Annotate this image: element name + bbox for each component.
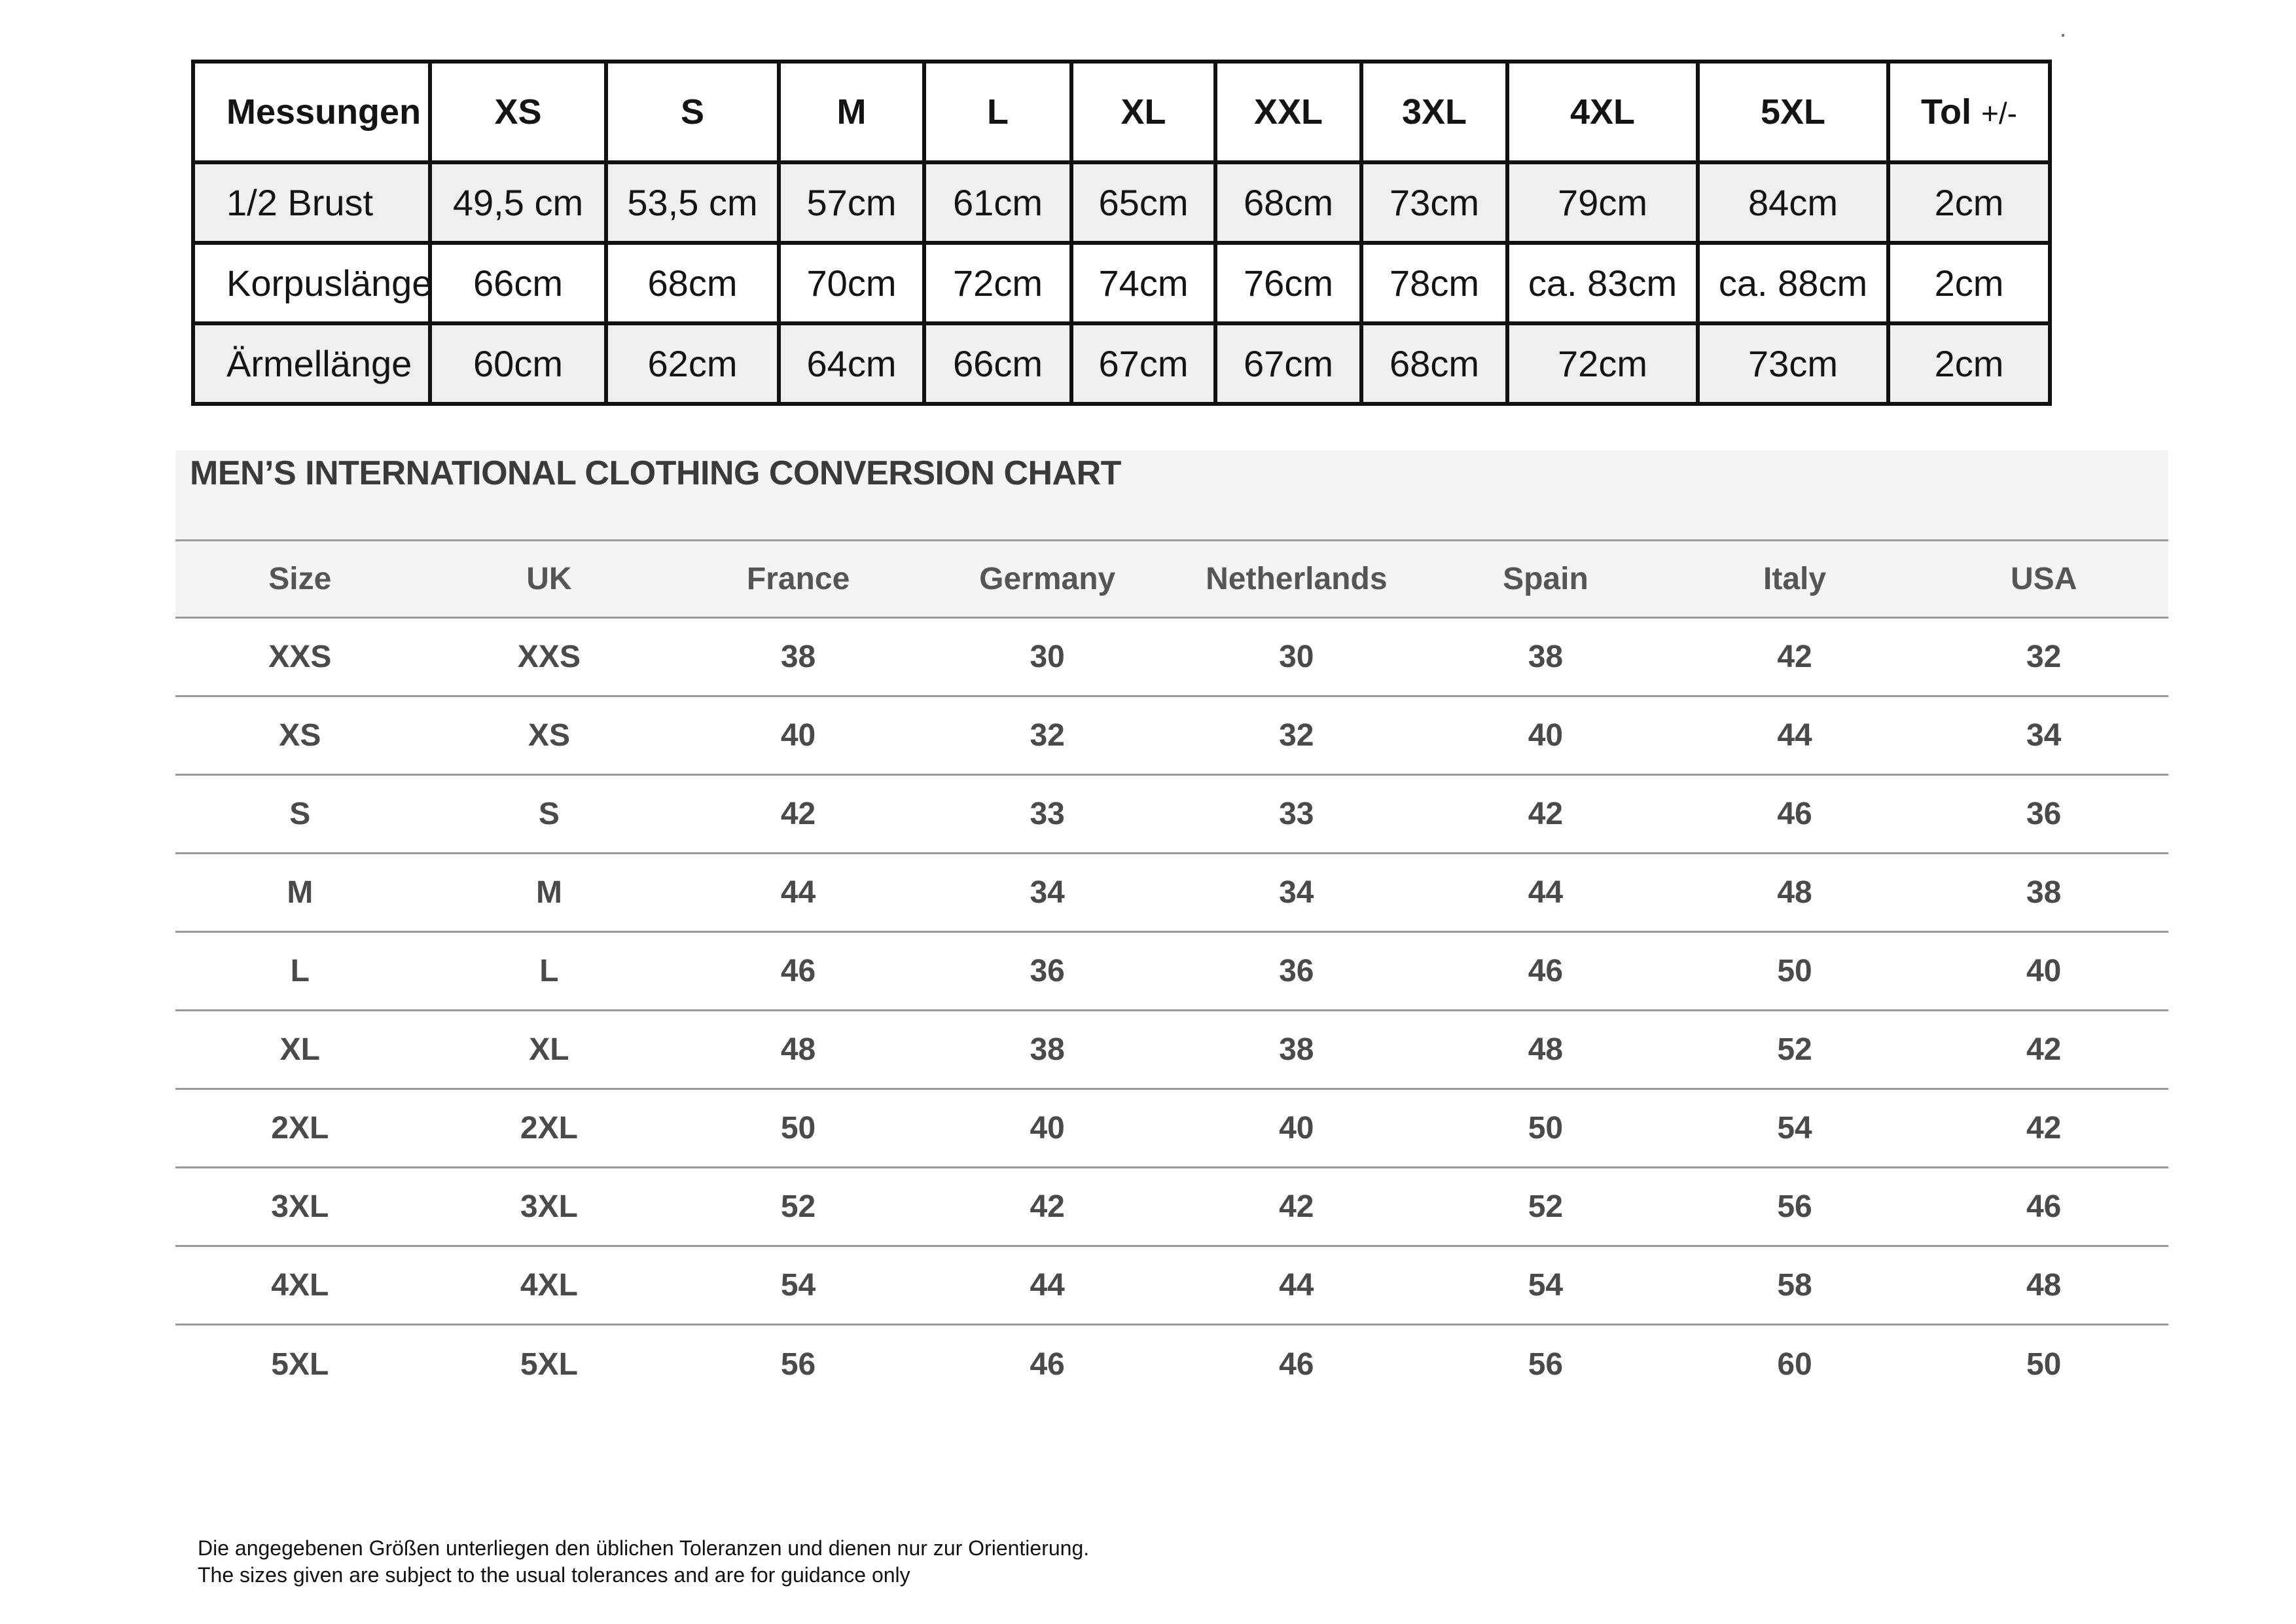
conversion-cell: 56 <box>1528 1346 1564 1382</box>
conversion-cell: 32 <box>1919 618 2168 696</box>
conversion-cell: 50 <box>2026 1346 2062 1382</box>
conversion-cell: 50 <box>1670 932 1920 1011</box>
conversion-cell: XS <box>425 696 674 775</box>
conversion-cell: 36 <box>923 932 1172 1011</box>
conversion-cell: XXS <box>425 618 674 696</box>
measurement-value: 64cm <box>779 323 924 404</box>
conversion-cell: 44 <box>1421 854 1670 932</box>
tolerance-unit: +/- <box>1981 96 2017 130</box>
measurement-value: 67cm <box>1071 323 1215 404</box>
measurements-header-cell: XL <box>1071 62 1215 162</box>
measurement-value: 49,5 cm <box>430 162 606 243</box>
measurement-value: ca. 83cm <box>1507 243 1698 323</box>
measurements-header-cell: 5XL <box>1698 62 1888 162</box>
conversion-cell: XXS <box>175 618 425 696</box>
measurement-value: 66cm <box>924 323 1071 404</box>
conversion-cell: 60 <box>1777 1346 1812 1382</box>
corner-dot <box>2062 34 2064 37</box>
measurement-value: 2cm <box>1888 243 2050 323</box>
conversion-row <box>175 1168 2168 1246</box>
conversion-cell: 30 <box>1172 618 1422 696</box>
conversion-cell: 40 <box>923 1089 1172 1168</box>
measurement-label: 1/2 Brust <box>193 162 430 243</box>
conversion-cell: 44 <box>673 854 923 932</box>
measurements-header-row <box>193 62 2050 162</box>
conversion-header-cell: UK <box>425 541 674 618</box>
measurement-value: 74cm <box>1071 243 1215 323</box>
conversion-cell: 54 <box>1421 1246 1670 1325</box>
conversion-cell: 34 <box>923 854 1172 932</box>
conversion-cell: 38 <box>673 618 923 696</box>
tolerance-label: Tol <box>1921 92 1971 132</box>
conversion-row <box>175 1089 2168 1168</box>
measurement-value: 72cm <box>924 243 1071 323</box>
conversion-cell: 40 <box>1919 932 2168 1011</box>
conversion-header-cell: Spain <box>1421 541 1670 618</box>
conversion-table <box>175 539 2168 1403</box>
conversion-cell: 42 <box>1421 775 1670 854</box>
conversion-header-cell: Germany <box>923 541 1172 618</box>
measurements-header-cell: S <box>606 62 779 162</box>
conversion-cell: 40 <box>673 696 923 775</box>
conversion-header-cell: Size <box>175 541 425 618</box>
conversion-cell: 44 <box>1670 696 1920 775</box>
measurement-value: 67cm <box>1215 323 1361 404</box>
measurement-value: 57cm <box>779 162 924 243</box>
measurement-value: 78cm <box>1361 243 1507 323</box>
measurement-value: 79cm <box>1507 162 1698 243</box>
conversion-cell: 48 <box>1421 1011 1670 1089</box>
conversion-header-cell: France <box>673 541 923 618</box>
conversion-cell: 46 <box>1670 775 1920 854</box>
conversion-cell: 33 <box>923 775 1172 854</box>
measurement-value: 84cm <box>1698 162 1888 243</box>
conversion-cell: 38 <box>923 1011 1172 1089</box>
measurements-header-cell: 4XL <box>1507 62 1698 162</box>
conversion-cell: 2XL <box>175 1089 425 1168</box>
conversion-header-cell: Italy <box>1670 541 1920 618</box>
conversion-cell: 34 <box>1919 696 2168 775</box>
measurements-row <box>193 243 2050 323</box>
conversion-cell: 30 <box>923 618 1172 696</box>
conversion-cell: XL <box>425 1011 674 1089</box>
conversion-cell: 46 <box>1919 1168 2168 1246</box>
measurement-value: 61cm <box>924 162 1071 243</box>
conversion-cell: 46 <box>1421 932 1670 1011</box>
conversion-cell: 58 <box>1670 1246 1920 1325</box>
conversion-cell: 52 <box>673 1168 923 1246</box>
conversion-cell: 5XL <box>271 1346 329 1382</box>
conversion-cell: 50 <box>673 1089 923 1168</box>
conversion-cell: XL <box>175 1011 425 1089</box>
conversion-cell: 5XL <box>520 1346 578 1382</box>
conversion-cell: 38 <box>1919 854 2168 932</box>
measurement-value: ca. 88cm <box>1698 243 1888 323</box>
measurements-header-cell: L <box>924 62 1071 162</box>
conversion-cell: 3XL <box>425 1168 674 1246</box>
conversion-cell: 38 <box>1172 1011 1422 1089</box>
measurement-value: 53,5 cm <box>606 162 779 243</box>
tolerance-header-cell <box>1888 62 2050 162</box>
conversion-cell: 40 <box>1172 1089 1422 1168</box>
measurements-header-cell: 3XL <box>1361 62 1507 162</box>
note-english: The sizes given are subject to the usual tolerances and are for guidance only <box>198 1563 910 1587</box>
conversion-row <box>175 1325 2168 1403</box>
conversion-row <box>175 1246 2168 1325</box>
note-german: Die angegebenen Größen unterliegen den üblichen Toleranzen und dienen nur zur Orientierung. <box>198 1536 1090 1560</box>
measurement-value: 73cm <box>1698 323 1888 404</box>
conversion-row <box>175 932 2168 1011</box>
measurements-header-cell: Messungen <box>193 62 430 162</box>
conversion-cell: 42 <box>1919 1089 2168 1168</box>
conversion-cell: 46 <box>1030 1346 1065 1382</box>
measurements-row <box>193 323 2050 404</box>
conversion-cell: 32 <box>923 696 1172 775</box>
conversion-cell: 36 <box>1919 775 2168 854</box>
measurement-value: 73cm <box>1361 162 1507 243</box>
conversion-cell: 48 <box>673 1011 923 1089</box>
conversion-cell: 33 <box>1172 775 1422 854</box>
conversion-row <box>175 696 2168 775</box>
conversion-cell: 32 <box>1172 696 1422 775</box>
conversion-cell: 48 <box>1670 854 1920 932</box>
conversion-cell: 56 <box>780 1346 816 1382</box>
conversion-cell: 3XL <box>175 1168 425 1246</box>
conversion-header-row <box>175 541 2168 618</box>
conversion-cell: M <box>175 854 425 932</box>
conversion-header-cell: USA <box>1919 541 2168 618</box>
measurement-value: 68cm <box>606 243 779 323</box>
measurements-header-cell: M <box>779 62 924 162</box>
conversion-cell: 50 <box>1421 1089 1670 1168</box>
conversion-cell: 40 <box>1421 696 1670 775</box>
conversion-cell: L <box>175 932 425 1011</box>
conversion-cell: 42 <box>1172 1168 1422 1246</box>
conversion-cell: XS <box>175 696 425 775</box>
conversion-cell: 48 <box>1919 1246 2168 1325</box>
conversion-cell: M <box>425 854 674 932</box>
measurements-header-cell: XXL <box>1215 62 1361 162</box>
measurement-value: 70cm <box>779 243 924 323</box>
conversion-cell: S <box>425 775 674 854</box>
measurement-value: 68cm <box>1361 323 1507 404</box>
conversion-cell: L <box>425 932 674 1011</box>
conversion-cell: 54 <box>1670 1089 1920 1168</box>
measurement-label: Ärmellänge <box>193 323 430 404</box>
conversion-cell: 2XL <box>425 1089 674 1168</box>
conversion-cell: 4XL <box>425 1246 674 1325</box>
conversion-cell: 4XL <box>175 1246 425 1325</box>
conversion-header-cell: Netherlands <box>1172 541 1422 618</box>
conversion-row <box>175 1011 2168 1089</box>
measurements-header-cell: XS <box>430 62 606 162</box>
conversion-row <box>175 854 2168 932</box>
conversion-cell: 36 <box>1172 932 1422 1011</box>
measurement-value: 60cm <box>430 323 606 404</box>
conversion-cell: 56 <box>1670 1168 1920 1246</box>
measurement-value: 2cm <box>1888 323 2050 404</box>
measurement-value: 62cm <box>606 323 779 404</box>
measurement-value: 2cm <box>1888 162 2050 243</box>
conversion-cell: 44 <box>1172 1246 1422 1325</box>
conversion-cell: 38 <box>1421 618 1670 696</box>
measurement-label: Korpuslänge <box>193 243 430 323</box>
conversion-cell: 46 <box>1279 1346 1314 1382</box>
measurement-value: 66cm <box>430 243 606 323</box>
conversion-cell: 42 <box>923 1168 1172 1246</box>
measurement-value: 72cm <box>1507 323 1698 404</box>
measurements-table <box>191 60 2052 406</box>
measurement-value: 68cm <box>1215 162 1361 243</box>
conversion-row <box>175 618 2168 696</box>
conversion-cell: 42 <box>1919 1011 2168 1089</box>
conversion-chart-title: MEN’S INTERNATIONAL CLOTHING CONVERSION CHART <box>190 454 1121 492</box>
conversion-cell: 52 <box>1421 1168 1670 1246</box>
conversion-cell: 42 <box>673 775 923 854</box>
conversion-cell: 52 <box>1670 1011 1920 1089</box>
conversion-cell: 46 <box>673 932 923 1011</box>
measurements-row <box>193 162 2050 243</box>
conversion-cell: S <box>175 775 425 854</box>
measurement-value: 65cm <box>1071 162 1215 243</box>
conversion-cell: 34 <box>1172 854 1422 932</box>
tolerance-notes <box>198 1535 1089 1589</box>
conversion-row <box>175 775 2168 854</box>
conversion-cell: 42 <box>1670 618 1920 696</box>
conversion-cell: 54 <box>673 1246 923 1325</box>
conversion-cell: 44 <box>923 1246 1172 1325</box>
measurement-value: 76cm <box>1215 243 1361 323</box>
